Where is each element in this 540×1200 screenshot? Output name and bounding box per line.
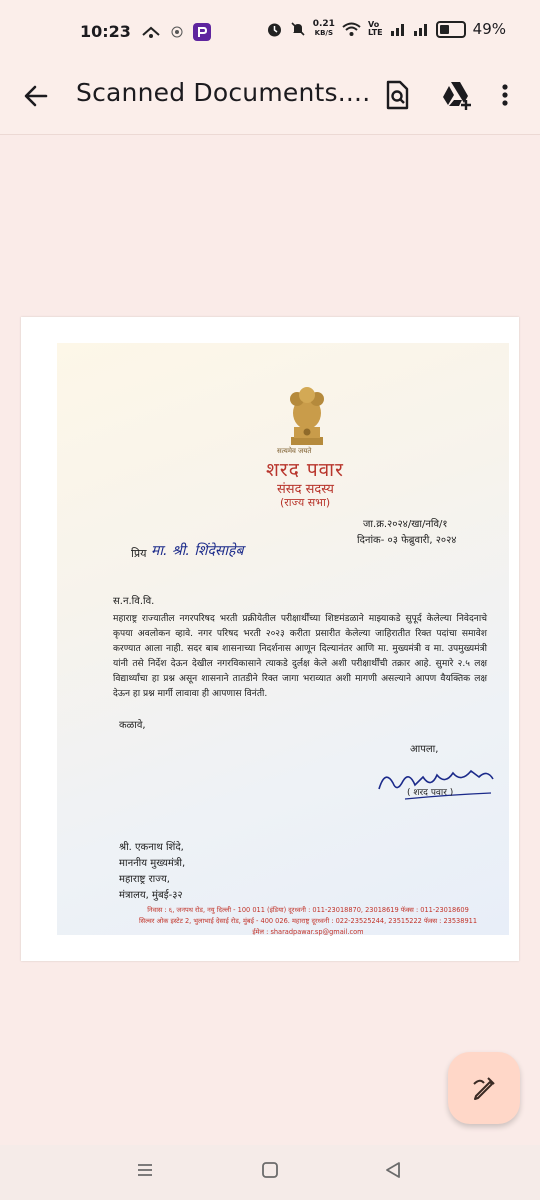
addressee-block bbox=[119, 840, 185, 904]
addressee-line: मंत्रालय, मुंबई-३२ bbox=[119, 890, 183, 901]
net-speed bbox=[313, 20, 335, 38]
recents-icon[interactable] bbox=[136, 1161, 154, 1179]
hotspot-icon bbox=[171, 26, 183, 38]
national-emblem-icon bbox=[285, 383, 329, 453]
emblem-motto: सत्यमेव जयते bbox=[277, 447, 312, 455]
volte-bottom: LTE bbox=[367, 28, 383, 37]
addressee-line: महाराष्ट्र राज्य, bbox=[119, 874, 170, 885]
letter-body: महाराष्ट्र राज्यातील नगरपरिषद भरती प्रक्रीयेतील परीक्षार्थींच्या शिष्टमंडळाने माझ्याकडे सुपूर्द केलेल्या निवेदनाचे कृपया अवलोकन व्हावे. नगर परिषद भरती २०२३ करीता प्रसारीत केलेल्या जाहिरातीत रिक्त पदांचा समावेश करण्यात आला नाही. सदर बाब शासनाच्या निदर्शनास आणून दिल्यानंतर आणि मा. मुख्यमंत्री व मा. उपमुख्यमंत्री यांनी तसे निर्देश देऊन देखील नगरविकासाने त्याकडे दुर्लक्ष केले अशी परीक्षार्थींची तक्रार आहे. सुमारे २.५ लक्ष विद्यार्थ्यांचा हा प्रश्न असून शासनाने तातडीने रिक्त जागा भराव्यात अशी मागणी असल्याने आपण वैयक्तिक लक्ष देऊन हा प्रश्न मार्गी लावावा ही आपणास विनंती. bbox=[113, 614, 487, 699]
page-title: Scanned Documents.... bbox=[76, 78, 371, 107]
phonepe-icon bbox=[193, 23, 211, 41]
back-arrow-icon[interactable] bbox=[20, 80, 52, 112]
edit-pen-icon bbox=[470, 1074, 498, 1102]
signal-sim2-icon bbox=[413, 22, 429, 36]
letter-scan bbox=[57, 343, 509, 935]
document-search-icon[interactable] bbox=[380, 78, 414, 112]
yours: आपला, bbox=[410, 744, 439, 755]
addressee-line: श्री. एकनाथ शिंदे, bbox=[119, 842, 184, 853]
battery-level bbox=[440, 25, 450, 34]
signature bbox=[375, 759, 495, 809]
missed-call-icon bbox=[141, 25, 161, 39]
letter-date: दिनांक- ०३ फेब्रुवारी, २०२४ bbox=[357, 535, 457, 546]
document-viewer[interactable] bbox=[0, 135, 540, 1145]
document-page[interactable] bbox=[21, 317, 519, 961]
handwritten-addressee: मा. श्री. शिंदेसाहेब bbox=[151, 543, 244, 559]
status-left bbox=[80, 22, 211, 41]
drive-add-icon[interactable] bbox=[440, 78, 474, 112]
home-icon[interactable] bbox=[261, 1161, 279, 1179]
salutation: प्रिय bbox=[131, 547, 147, 560]
footer-line: निवास : ६, जनपथ रोड, नयु दिल्ली - 100 011 (इंडिया) दूरध्वनी : 011-23018870, 23018619 फॅक्स : 011-23018609 bbox=[147, 906, 469, 914]
net-speed-unit: KB/S bbox=[314, 29, 334, 37]
more-vert-icon[interactable] bbox=[495, 78, 515, 112]
app-bar bbox=[0, 62, 540, 135]
letterhead-name: शरद पवार bbox=[266, 459, 344, 481]
net-speed-value: 0.21 bbox=[312, 19, 335, 29]
back-icon[interactable] bbox=[384, 1161, 402, 1179]
footer-line: ईमेल : sharadpawar.sp@gmail.com bbox=[252, 928, 364, 936]
alarm-icon bbox=[266, 21, 283, 38]
addressee-line: माननीय मुख्यमंत्री, bbox=[119, 858, 186, 869]
footer-line: सिल्वर ओक इस्टेट 2, भुलाभाई देसाई रोड, मुंबई - 400 026. महाराष्ट्र दूरध्वनी : 022-23525244, 23515222 फॅक्स : 23538911 bbox=[138, 917, 478, 925]
reference-number: जा.क्र.२०२४/खा/नवि/१ bbox=[363, 519, 448, 530]
signature-name: ( शरद पवार ) bbox=[407, 788, 454, 798]
battery-icon bbox=[436, 21, 466, 38]
mute-icon bbox=[290, 21, 306, 37]
clock: 10:23 bbox=[80, 22, 131, 41]
status-right bbox=[266, 20, 506, 38]
volte-top: Vo bbox=[367, 20, 380, 29]
letter-footer bbox=[113, 905, 503, 938]
wifi-icon bbox=[342, 22, 361, 37]
battery-percent: 49% bbox=[472, 20, 506, 38]
letterhead-house: (राज्य सभा) bbox=[280, 496, 331, 509]
system-nav-bar bbox=[0, 1145, 540, 1200]
edit-fab-button[interactable] bbox=[448, 1052, 520, 1124]
volte-badge bbox=[368, 21, 383, 37]
closing: कळावे, bbox=[119, 720, 146, 731]
status-bar bbox=[0, 0, 540, 62]
signal-sim1-icon bbox=[390, 22, 406, 36]
salutation-abbr: स.न.वि.वि. bbox=[113, 596, 155, 607]
letterhead-designation: संसद सदस्य bbox=[277, 482, 334, 497]
